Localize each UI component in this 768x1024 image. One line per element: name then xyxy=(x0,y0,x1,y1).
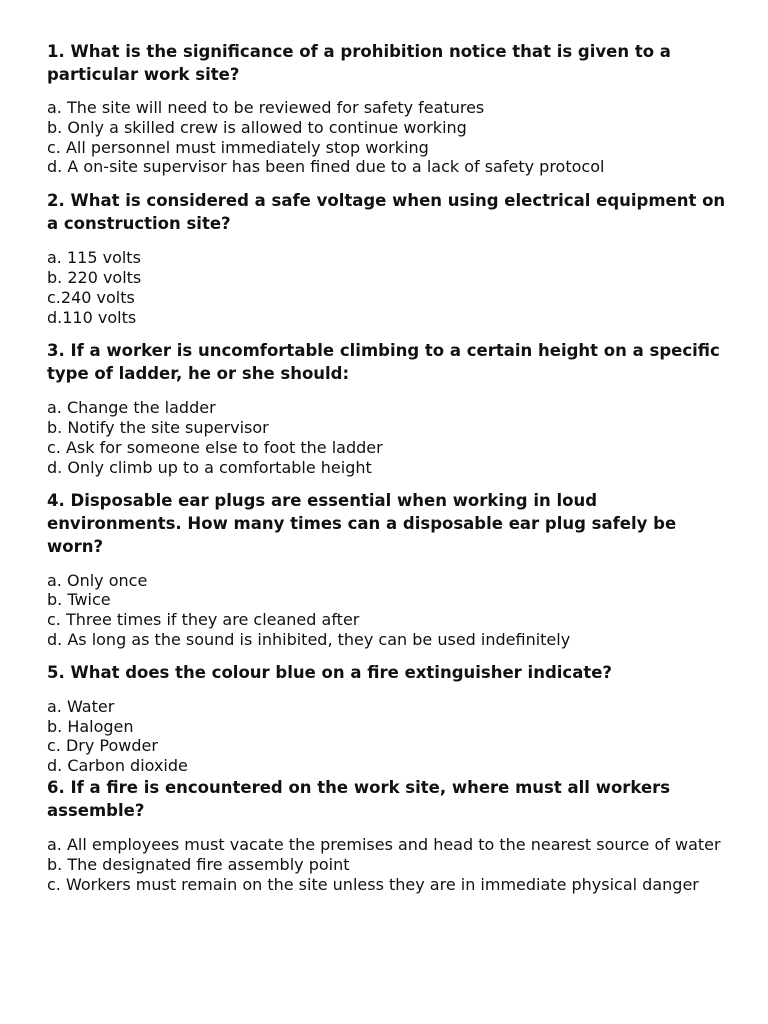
question-block-4 xyxy=(47,489,727,650)
question-text: 6. If a fire is encountered on the work site, where must all workers assemble? xyxy=(47,777,671,820)
answer-option: c. Workers must remain on the site unless they are in immediate physical danger xyxy=(47,874,699,894)
question-block-2 xyxy=(47,189,727,327)
quiz-document xyxy=(47,40,727,894)
answer-options xyxy=(47,697,727,776)
answer-options xyxy=(47,248,727,327)
answer-option: c.240 volts xyxy=(47,287,135,307)
question-block-6 xyxy=(47,776,727,894)
question-text: 2. What is considered a safe voltage when using electrical equipment on a construction site? xyxy=(47,191,726,234)
answer-option: d. Only climb up to a comfortable height xyxy=(47,457,372,477)
answer-option: b. The designated fire assembly point xyxy=(47,854,350,874)
answer-options xyxy=(47,835,727,894)
answer-option: a. All employees must vacate the premises and head to the nearest source of water xyxy=(47,834,721,854)
answer-option: a. 115 volts xyxy=(47,248,141,268)
question-text: 3. If a worker is uncomfortable climbing to a certain height on a specific type of ladder, he or she should: xyxy=(47,341,720,384)
answer-option: b. Only a skilled crew is allowed to continue working xyxy=(47,117,467,137)
answer-option: b. Notify the site supervisor xyxy=(47,418,269,438)
answer-option: c. All personnel must immediately stop working xyxy=(47,137,429,157)
question-block-5 xyxy=(47,661,727,776)
answer-options xyxy=(47,98,727,177)
answer-option: a. Only once xyxy=(47,570,148,590)
question-text: 1. What is the significance of a prohibition notice that is given to a particular work site? xyxy=(47,42,671,84)
question-text: 5. What does the colour blue on a fire extinguisher indicate? xyxy=(47,662,612,682)
answer-options xyxy=(47,571,727,650)
answer-option: b. Halogen xyxy=(47,716,134,736)
answer-option: c. Ask for someone else to foot the ladder xyxy=(47,437,383,457)
answer-option: d.110 volts xyxy=(47,307,137,327)
question-block-1 xyxy=(47,40,727,177)
answer-option: c. Three times if they are cleaned after xyxy=(47,610,360,630)
question-text: 4. Disposable ear plugs are essential when working in loud environments. How many times can a disposable ear plug safely be worn? xyxy=(47,490,677,556)
answer-option: c. Dry Powder xyxy=(47,736,158,756)
answer-option: d. Carbon dioxide xyxy=(47,756,188,776)
answer-options xyxy=(47,398,727,477)
answer-option: d. A on-site supervisor has been fined due to a lack of safety protocol xyxy=(47,157,605,177)
answer-option: b. Twice xyxy=(47,590,111,610)
answer-option: a. Change the ladder xyxy=(47,398,216,418)
answer-option: b. 220 volts xyxy=(47,267,142,287)
question-block-3 xyxy=(47,339,727,477)
answer-option: a. The site will need to be reviewed for safety features xyxy=(47,98,485,117)
answer-option: d. As long as the sound is inhibited, they can be used indefinitely xyxy=(47,629,571,649)
answer-option: a. Water xyxy=(47,696,115,716)
